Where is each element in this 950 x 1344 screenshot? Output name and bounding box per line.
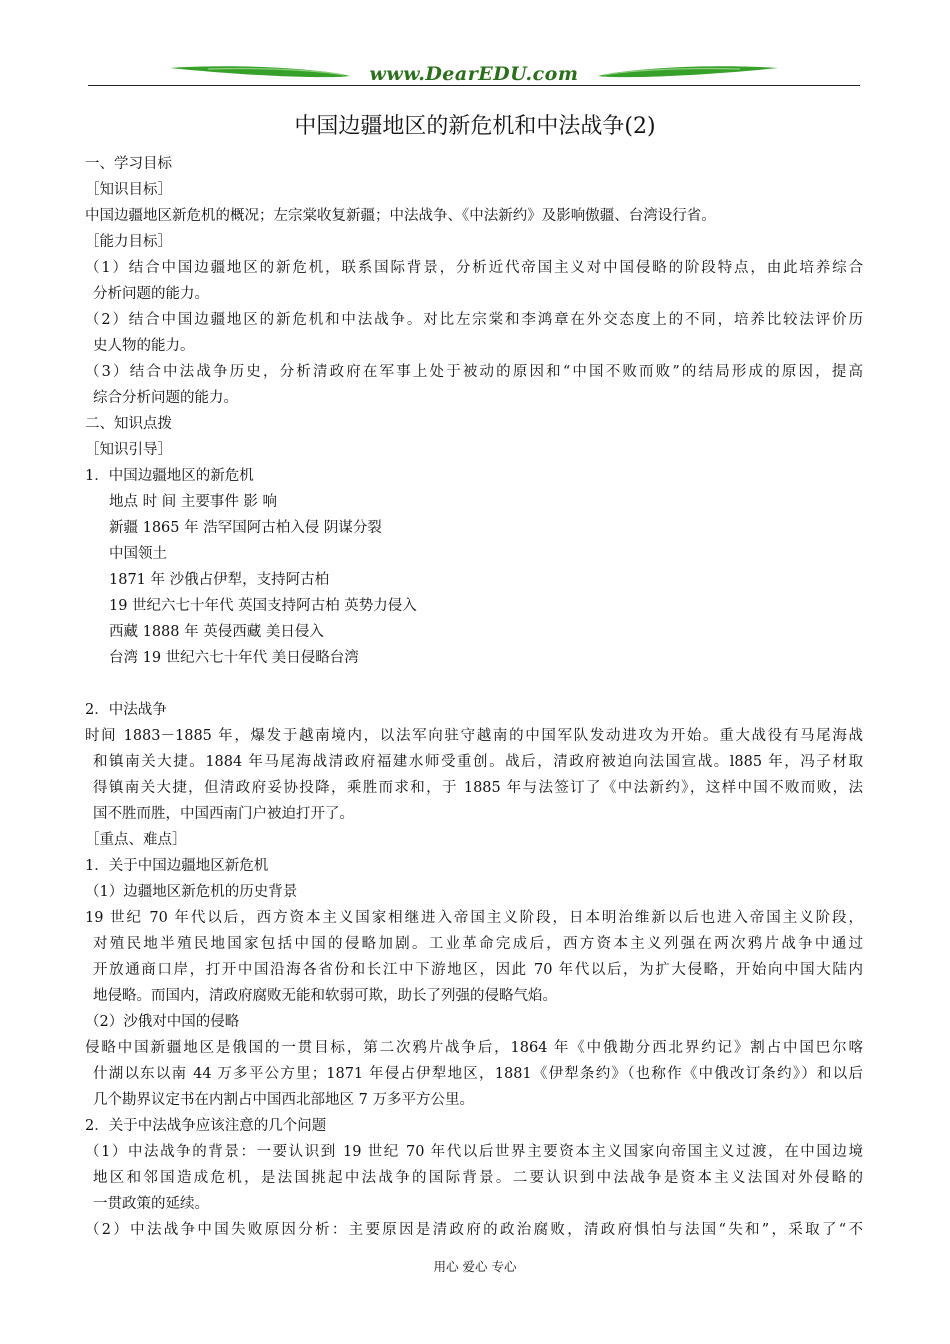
paragraph-line: 地侵略。而国内，清政府腐败无能和软弱可欺，助长了列强的侵略气焰。 xyxy=(93,988,557,1004)
paragraph-line: 侵略中国新疆地区是俄国的一贯目标，第二次鸦片战争后，1864 年《中俄勘分西北界约记》割占中国巴尔喀 xyxy=(85,1040,863,1056)
page-title: 中国边疆地区的新危机和中法战争(2) xyxy=(294,114,656,139)
document-body xyxy=(85,151,863,1243)
section-heading: 一、学习目标 xyxy=(85,156,172,172)
site-logo[interactable]: www.DearEDU.com xyxy=(369,63,579,85)
paragraph-line: 开放通商口岸，打开中国沿海各省份和长江中下游地区，因此 70 年代以后，为扩大侵略，开始向中国大陆内 xyxy=(93,962,863,978)
subsection-heading: ［能力目标］ xyxy=(85,234,172,250)
header-divider xyxy=(88,85,860,86)
paragraph-line: 综合分析问题的能力。 xyxy=(93,390,238,406)
paragraph-line: 史人物的能力。 xyxy=(93,338,195,354)
numbered-heading: 2．关于中法战争应该注意的几个问题 xyxy=(85,1118,327,1134)
numbered-heading: 2．中法战争 xyxy=(85,702,167,718)
table-line: 地点 时 间 主要事件 影 响 xyxy=(109,494,278,510)
subsection-heading: ［知识引导］ xyxy=(85,442,172,458)
paragraph-line: 什湖以东以南 44 万多平公方里；1871 年侵占伊犁地区，1881《伊犁条约》（也称作《中俄改订条约》）和以后 xyxy=(93,1066,863,1082)
table-line: 1871 年 沙俄占伊犁，支持阿古柏 xyxy=(109,572,330,588)
table-line: 西藏 1888 年 英侵西藏 美日侵入 xyxy=(109,624,324,640)
paragraph-line: 和镇南关大捷。1884 年马尾海战清政府福建水师受重创。战后，清政府被迫向法国宣战。l885 年，冯子材取 xyxy=(93,754,863,770)
paragraph-line: 地区和邻国造成危机，是法国挑起中法战争的国际背景。二要认识到中法战争是资本主义法国对外侵略的 xyxy=(93,1170,863,1186)
paragraph-line: 几个勘界议定书在内割占中国西北部地区 7 万多平方公里。 xyxy=(93,1092,474,1108)
paragraph-line: （2）结合中国边疆地区的新危机和中法战争。对比左宗棠和李鸿章在外交态度上的不同，培养比较法评价历 xyxy=(85,312,863,328)
paragraph-line: （1）结合中国边疆地区的新危机，联系国际背景，分析近代帝国主义对中国侵略的阶段特点，由此培养综合 xyxy=(85,260,863,276)
paragraph-line: 中国边疆地区新危机的概况；左宗棠收复新疆；中法战争、《中法新约》及影响傲疆、台湾设行省。 xyxy=(85,208,716,224)
numbered-heading: 1．关于中国边疆地区新危机 xyxy=(85,858,269,874)
paragraph-line: 对殖民地半殖民地国家包括中国的侵略加剧。工业革命完成后，西方资本主义列强在两次鸦片战争中通过 xyxy=(93,936,863,952)
site-header xyxy=(88,60,860,94)
table-line: 中国领土 xyxy=(109,546,167,562)
section-heading: 二、知识点拨 xyxy=(85,416,172,432)
table-line: 19 世纪六七十年代 英国支持阿古柏 英势力侵入 xyxy=(109,598,417,614)
paragraph-line: （2）中法战争中国失败原因分析：主要原因是清政府的政治腐败，清政府惧怕与法国“失和”，采取了“不 xyxy=(85,1222,863,1238)
subsection-heading: ［重点、难点］ xyxy=(85,832,187,848)
table-line: 新疆 1865 年 浩罕国阿古柏入侵 阴谋分裂 xyxy=(109,520,382,536)
blank-line xyxy=(85,671,863,697)
paragraph-line: 分析问题的能力。 xyxy=(93,286,209,302)
paragraph-line: 国不胜而胜，中国西南门户被迫打开了。 xyxy=(93,806,354,822)
paragraph-line: 得镇南关大捷，但清政府妥协投降，乘胜而求和，于 1885 年与法签订了《中法新约》，这样中国不败而败，法 xyxy=(93,780,863,796)
paragraph-line: 时间 1883－1885 年，爆发于越南境内，以法军向驻守越南的中国军队发动进攻为开始。重大战役有马尾海战 xyxy=(85,728,863,744)
paragraph-line: （3）结合中法战争历史，分析清政府在军事上处于被动的原因和“中国不败而败”的结局形成的原因，提高 xyxy=(85,364,863,380)
sub-numbered-heading: （1）边疆地区新危机的历史背景 xyxy=(85,884,298,900)
paragraph-line: 一贯政策的延续。 xyxy=(93,1196,209,1212)
subsection-heading: ［知识目标］ xyxy=(85,182,172,198)
sub-numbered-heading: （2）沙俄对中国的侵略 xyxy=(85,1014,240,1030)
page-footer: 用心 爱心 专心 xyxy=(433,1259,517,1274)
paragraph-line: 19 世纪 70 年代以后，西方资本主义国家相继进入帝国主义阶段，日本明治维新以后也进入帝国主义阶段， xyxy=(85,910,863,926)
table-line: 台湾 19 世纪六七十年代 美日侵略台湾 xyxy=(109,650,359,666)
paragraph-line: （1）中法战争的背景：一要认识到 19 世纪 70 年代以后世界主要资本主义国家向帝国主义过渡，在中国边境 xyxy=(85,1144,863,1160)
numbered-heading: 1．中国边疆地区的新危机 xyxy=(85,468,254,484)
